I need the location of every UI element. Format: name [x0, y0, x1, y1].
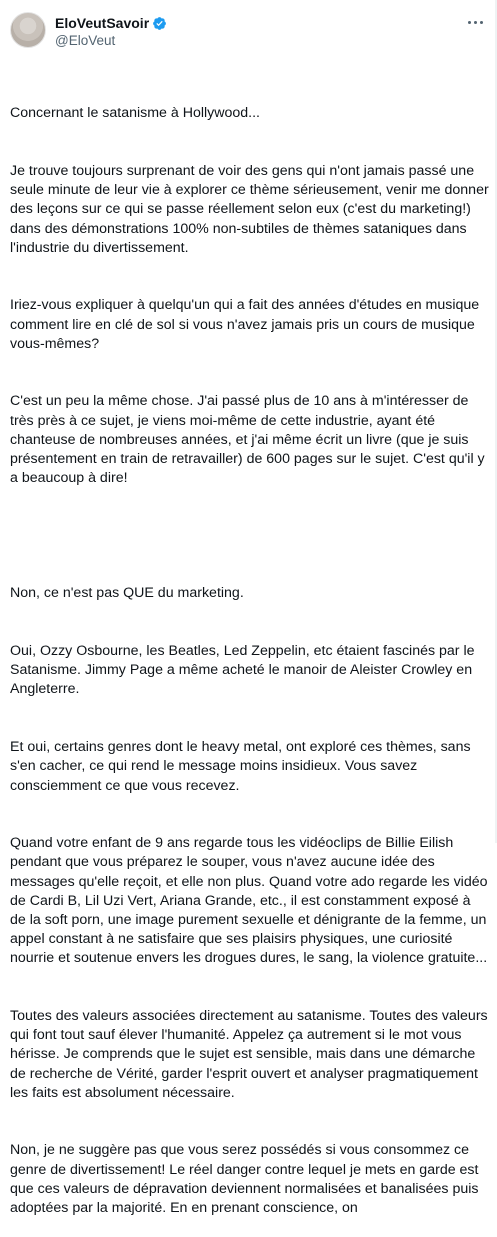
tweet-paragraph: Iriez-vous expliquer à quelqu'un qui a fait des années d'études en musique comment lire en clé de sol si vous n'avez jamais pris un cours de musique vous-mêmes?: [10, 297, 484, 352]
verified-badge-icon: [152, 16, 167, 31]
author-display-name[interactable]: EloVeutSavoir: [55, 15, 150, 31]
tweet-paragraph: Je trouve toujours surprenant de voir des gens qui n'ont jamais passé une seule minute de leur vie à explorer ce thème sérieusement, venir me donner des leçons sur ce qui se passe réellement selon eux (c'est du marketing!) dans des démonstrations 100% non-subtiles de thèmes sataniques dans l'industrie du divertissement.: [10, 163, 493, 256]
tweet-paragraph: Concernant le satanisme à Hollywood...: [10, 105, 260, 122]
tweet-paragraph: Toutes des valeurs associées directement au satanisme. Toutes des valeurs qui font tout sauf élever l'humanité. Appelez ça autrement si le mot vous hérisse. Je comprends que le sujet est sensible, mais dans une démarche de recherche de Vérité, garder l'esprit ouvert et analyser pragmatiquement les faits est absolument nécessaire.: [10, 1007, 492, 1101]
name-row: [55, 14, 167, 32]
tweet-header: [10, 12, 487, 54]
avatar[interactable]: [10, 12, 46, 48]
tweet-paragraph: Non, ce n'est pas QUE du marketing.: [10, 585, 244, 602]
tweet-text: [10, 66, 493, 1237]
tweet-paragraph: Quand votre enfant de 9 ans regarde tous les vidéoclips de Billie Eilish pendant que vous préparez le souper, vous n'avez aucune idée des messages qu'elle reçoit, et elle non plus. Quand votre ado regarde les vidéo de Cardi B, Lil Uzi Vert, Ariana Grande, etc., il est constamment exposé à de la soft porn, une image purement sexuelle et dénigrante de la femme, un appel constant à ne satisfaire que ses plaisirs physiques, une curiosité nourrie et soutenue envers les drogues dures, le sang, la violence gratuite...: [10, 835, 492, 967]
tweet-paragraph: Et oui, certains genres dont le heavy metal, ont exploré ces thèmes, sans s'en cacher, ce qui rend le message moins insidieux. Vous savez consciemment ce que vous recevez.: [10, 739, 475, 794]
tweet-blank-line: [10, 527, 490, 546]
more-options-icon[interactable]: [465, 14, 485, 30]
author-handle[interactable]: @EloVeut: [55, 33, 116, 48]
tweet-paragraph: C'est un peu la même chose. J'ai passé plus de 10 ans à m'intéresser de très près à ce sujet, je viens moi-même de cette industrie, ayant été chanteuse de nombreuses années, et j'ai même écrit un livre (que je suis présentement en train de retravailler) de 600 pages sur le sujet. C'est qu'il y a beaucoup à dire!: [10, 393, 489, 487]
tweet-paragraph: Non, je ne suggère pas que vous serez possédés si vous consommez ce genre de divertissement! Le réel danger contre lequel je mets en garde est que ces valeurs de dépravation deviennent normalisées et banalisées puis adoptées par la majorité. En en prenant conscience, on: [10, 1142, 483, 1216]
author-names: [55, 14, 167, 48]
tweet-paragraph: Oui, Ozzy Osbourne, les Beatles, Led Zeppelin, etc étaient fascinés par le Satanisme. Jimmy Page a même acheté le manoir de Aleister Crowley en Angleterre.: [10, 643, 479, 698]
